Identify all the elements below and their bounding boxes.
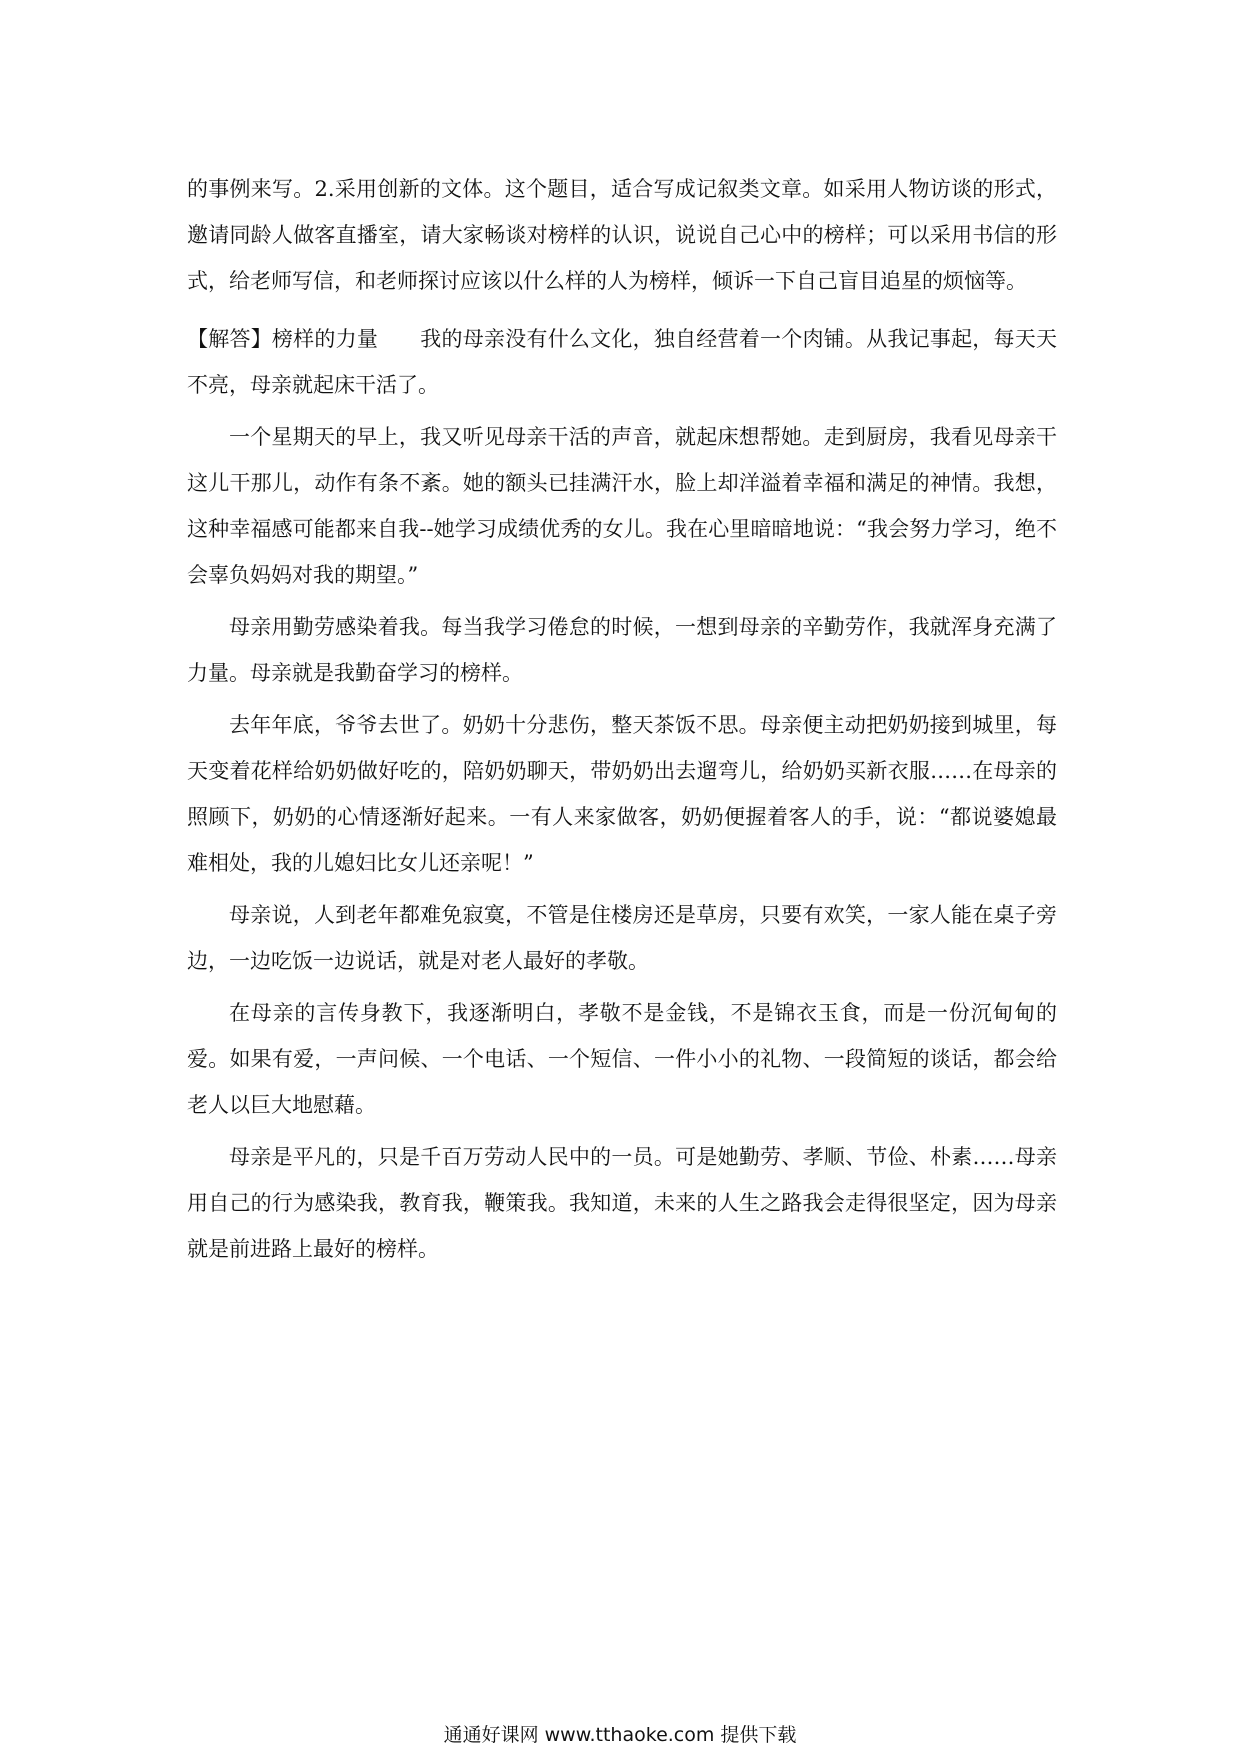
essay-paragraph-sunday-morning: 一个星期天的早上，我又听见母亲干活的声音，就起床想帮她。走到厨房，我看见母亲干这儿干那儿，动作有条不紊。她的额头已挂满汗水，脸上却洋溢着幸福和满足的神情。我想，这种幸福感可能都来自我--她学习成绩优秀的女儿。我在心里暗暗地说：“我会努力学习，绝不会辜负妈妈对我的期望。” (187, 425, 1057, 587)
intro-paragraph: 的事例来写。2.采用创新的文体。这个题目，适合写成记叙类文章。如采用人物访谈的形式，邀请同龄人做客直播室，请大家畅谈对榜样的认识，说说自己心中的榜样；可以采用书信的形式，给老师写信，和老师探讨应该以什么样的人为榜样，倾诉一下自己盲目追星的烦恼等。 (187, 177, 1057, 293)
page-footer: 通通好课网 www.tthaoke.com 提供下载 (443, 1724, 797, 1746)
answer-paragraph (187, 316, 1057, 408)
essay-paragraph-filial-piety: 在母亲的言传身教下，我逐渐明白，孝敬不是金钱，不是锦衣玉食，而是一份沉甸甸的爱。如果有爱，一声问候、一个电话、一个短信、一件小小的礼物、一段简短的谈话，都会给老人以巨大地慰藉。 (187, 1001, 1057, 1117)
essay-paragraph-diligence: 母亲用勤劳感染着我。每当我学习倦怠的时候，一想到母亲的辛勤劳作，我就浑身充满了力量。母亲就是我勤奋学习的榜样。 (187, 615, 1057, 685)
essay-paragraph-grandmother: 去年年底，爷爷去世了。奶奶十分悲伤，整天茶饭不思。母亲便主动把奶奶接到城里，每天变着花样给奶奶做好吃的，陪奶奶聊天，带奶奶出去遛弯儿，给奶奶买新衣服……在母亲的照顾下，奶奶的心情逐渐好起来。一有人来家做客，奶奶便握着客人的手，说：“都说婆媳最难相处，我的儿媳妇比女儿还亲呢！” (187, 713, 1057, 875)
answer-text: 我的母亲没有什么文化，独自经营着一个肉铺。从我记事起，每天天不亮，母亲就起床干活了。 (187, 327, 1057, 397)
document-body (187, 166, 1057, 1272)
essay-paragraph-conclusion: 母亲是平凡的，只是千百万劳动人民中的一员。可是她勤劳、孝顺、节俭、朴素……母亲用自己的行为感染我，教育我，鞭策我。我知道，未来的人生之路我会走得很坚定，因为母亲就是前进路上最好的榜样。 (187, 1145, 1057, 1261)
essay-paragraph-old-age: 母亲说，人到老年都难免寂寞，不管是住楼房还是草房，只要有欢笑，一家人能在桌子旁边，一边吃饭一边说话，就是对老人最好的孝敬。 (187, 903, 1057, 973)
answer-label: 【解答】榜样的力量 (187, 327, 379, 351)
